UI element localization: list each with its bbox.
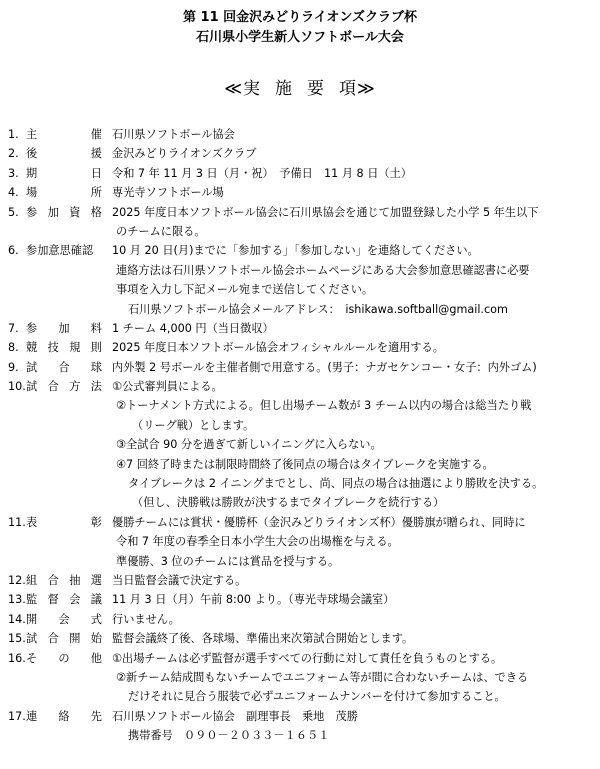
item-label: 期 日 (26, 166, 102, 180)
item-content-continued: ②トーナメント方式による。但し出場チーム数が 3 チーム以内の場合は総当たり戦 (116, 399, 532, 413)
item-label: 試 合 開 始 (26, 632, 102, 646)
item-number: 1. (8, 128, 19, 141)
item-content-continued: だけそれに見合う服装で必ずユニフォームナンバーを付けて参加すること。 (128, 690, 506, 704)
title-line-2: 石川県小学生新人ソフトボール大会 (196, 30, 404, 45)
item-label: 参加意思確認 (26, 244, 94, 258)
item-rules (0, 338, 600, 357)
item-content: 当日監督会議で決定する。 (112, 573, 247, 587)
item-content: ①出場チームは必ず監督が選手すべての行動に対して責任を負うものとする。 (112, 651, 503, 665)
item-managers-meeting (0, 590, 600, 609)
item-number: 8. (8, 341, 19, 355)
heading-char: 実 (243, 79, 261, 99)
item-content-continued: ④7 回終了時または制限時間終了後同点の場合はタイブレークを実施する。 (116, 457, 494, 471)
item-label: 表 彰 (26, 515, 102, 529)
item-number: 11. (8, 515, 26, 529)
item-draw (0, 571, 600, 590)
item-number: 6. (8, 244, 19, 258)
heading-char: 施 (275, 79, 293, 99)
heading-char: 項 (339, 79, 357, 99)
section-heading (0, 74, 600, 99)
item-game-start (0, 629, 600, 648)
item-content-continued: （リーグ戦）とします。 (132, 418, 255, 432)
phone-number-line: 携帯番号 ０９０－２０３３－１６５１ (128, 729, 330, 743)
item-number: 14. (8, 612, 26, 626)
item-content-continued: 令和 7 年度の春季全日本小学生大会の出場権を与える。 (116, 535, 399, 549)
item-content-continued: ②新チーム結成間もないチームでユニフォーム等が間に合わないチームは、できる (116, 670, 529, 684)
email-address-line: 石川県ソフトボール協会メールアドレス： ishikawa.softball@gmail.com (128, 302, 508, 316)
item-label: 連 絡 先 (26, 709, 102, 723)
item-participation-confirmation (0, 241, 600, 260)
item-number: 5. (8, 205, 19, 219)
item-venue (0, 183, 600, 202)
heading-open-bracket: ≪ (224, 79, 243, 99)
item-label: 参 加 資 格 (26, 205, 102, 219)
item-game-ball (0, 358, 600, 377)
item-number: 4. (8, 186, 19, 200)
item-eligibility (0, 203, 600, 222)
item-opening-ceremony (0, 610, 600, 629)
item-content: 10 月 20 日(月)までに「参加する」「参加しない」を連絡してください。 (112, 244, 479, 258)
item-content: 2025 年度日本ソフトボール協会に石川県協会を通じて加盟登録した小学 5 年生以下 (112, 205, 539, 219)
item-content: ①公式審判員による。 (112, 380, 223, 394)
item-content: 金沢みどりライオンズクラブ (112, 147, 257, 161)
item-content: 1 チーム 4,000 円（当日徴収） (112, 321, 274, 335)
title-line-1: 第 11 回金沢みどりライオンズクラブ杯 (183, 10, 417, 25)
item-number: 15. (8, 632, 26, 646)
heading-close-bracket: ≫ (357, 79, 376, 99)
item-content: 専光寺ソフトボール場 (112, 186, 224, 200)
item-label: 競 技 規 則 (26, 341, 102, 355)
item-number: 12. (8, 573, 26, 587)
item-content: 11 月 3 日（月）午前 8:00 より。（専光寺球場会議室） (112, 593, 395, 607)
item-content: 2025 年度日本ソフトボール協会オフィシャルルールを適用する。 (112, 341, 444, 355)
item-content: 行いません。 (112, 612, 180, 626)
item-content-continued: 準優勝、3 位のチームには賞品を授与する。 (116, 554, 340, 568)
item-entry-fee (0, 319, 600, 338)
item-label: 監 督 会 議 (26, 593, 102, 607)
item-number: 17. (8, 709, 26, 723)
item-contact (0, 707, 600, 726)
item-label: 場 所 (26, 186, 102, 200)
item-content: 優勝チームには賞状・優勝杯（金沢みどりライオンズ杯）優勝旗が贈られ、同時に (112, 515, 526, 529)
item-sponsor (0, 144, 600, 163)
item-label: 試 合 球 (26, 360, 102, 374)
item-awards (0, 513, 600, 532)
item-content: 石川県ソフトボール協会 (112, 128, 235, 141)
item-number: 3. (8, 166, 19, 180)
item-number: 13. (8, 593, 26, 607)
item-organizer (0, 125, 600, 144)
heading-char: 要 (307, 79, 325, 99)
item-content: 内外製 2 号ボールを主催者側で用意する。(男子：ナガセケンコー・女子：内外ゴム) (112, 360, 537, 374)
item-content-continued: タイブレークは 2 イニングまでとし、尚、同点の場合は抽選により勝敗を決する。 (128, 477, 544, 491)
item-label: 試 合 方 法 (26, 380, 102, 394)
item-content: 石川県ソフトボール協会 副理事長 乗地 茂勝 (112, 709, 358, 723)
item-game-format (0, 377, 600, 396)
item-label: 後 援 (26, 147, 102, 161)
item-content-continued: （但し、決勝戦は勝敗が決するまでタイブレークを続行する） (132, 496, 445, 510)
item-content-continued: 事項を入力し下記メール宛まで送信してください。 (116, 283, 374, 297)
items-list (0, 125, 600, 746)
item-content: 監督会議終了後、各球場、準備出来次第試合開始とします。 (112, 632, 414, 646)
item-date (0, 164, 600, 183)
item-label: 組 合 抽 選 (26, 573, 102, 587)
item-label: 開 会 式 (26, 612, 102, 626)
item-label: 参 加 料 (26, 321, 102, 335)
item-number: 7. (8, 321, 19, 335)
item-label: 主 催 (26, 128, 102, 141)
item-number: 9. (8, 360, 19, 374)
item-content-continued: のチームに限る。 (116, 224, 206, 238)
item-content: 令和 7 年 11 月 3 日（月・祝） 予備日 11 月 8 日（土） (112, 166, 412, 180)
item-number: 2. (8, 147, 19, 161)
item-other (0, 649, 600, 668)
item-content-continued: ③全試合 90 分を過ぎて新しいイニングに入らない。 (116, 438, 382, 452)
item-number: 10. (8, 380, 26, 394)
item-number: 16. (8, 651, 26, 665)
item-content-continued: 連絡方法は石川県ソフトボール協会ホームページにある大会参加意思確認書に必要 (116, 263, 530, 277)
item-label: そ の 他 (26, 651, 102, 665)
